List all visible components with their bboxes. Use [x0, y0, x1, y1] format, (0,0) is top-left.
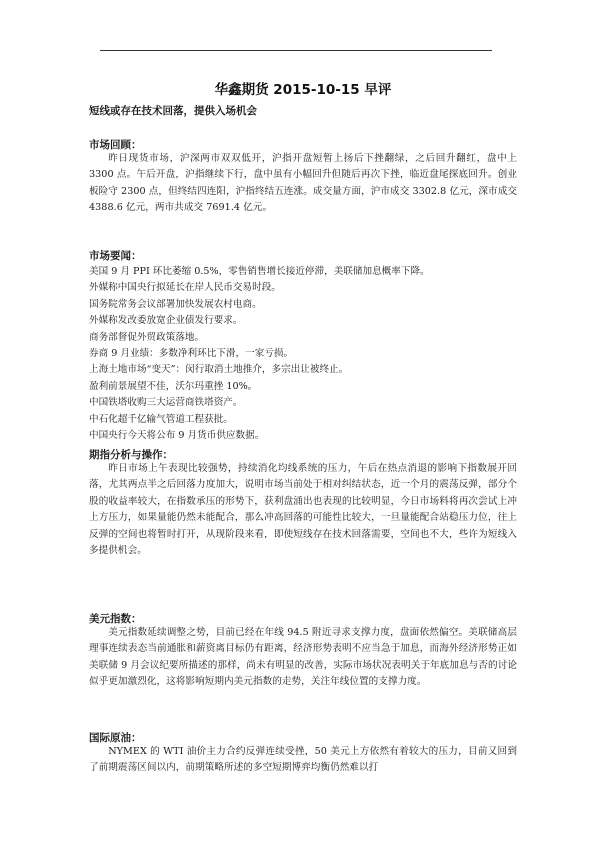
index-futures-text: 昨日市场上午表现比较强势，持续消化均线系统的压力，午后在热点消退的影响下指数展开回落，尤其两点半之后回落力度加大，说明市场当前处于相对纠结状态，近一个月的震荡反弹，部分个股的收益率较大，在指数承压的形势下，获利盘涌出也表现的比较明显，今日市场料将再次尝试上冲上方压力，如果量能仍然未能配合，那么冲高回落的可能性比较大，一旦量能配合站稳压力位，往上反弹的空间也将暂时打开，从现阶段来看，即使短线存在技术回落需要，空间也不大，些许为短线入多提供机会。 — [89, 463, 517, 557]
page-subtitle: 短线或存在技术回落，提供入场机会 — [89, 105, 257, 117]
list-item: 中石化超千亿输气管道工程获批。 — [89, 413, 233, 425]
list-item: 外媒称发改委放宽企业债发行要求。 — [89, 315, 243, 327]
usd-index-text: 美元指数延续调整之势，目前已经在年线 94.5 附近寻求支撑力度，盘面依然偏空。美联储高层理事连续表态当前通胀和薪资离目标仍有距离，经济形势表明不应当急于加息，而海外经济形势正如美联储 9 月会议纪要所描述的那样，尚未有明显的改善，实际市场状况表明关于年底加息与否的讨论似乎更加激烈化，这将影响短期内美元指数的走势，关注年线位置的支撑力度。 — [89, 627, 517, 688]
list-item: 外媒称中国央行拟延长在岸人民币交易时段。 — [89, 282, 281, 294]
heading-crude-oil: 国际原油： — [89, 732, 142, 744]
heading-index-futures: 期指分析与操作： — [89, 449, 173, 461]
list-item: 券商 9 月业绩：多数净利环比下滑，一家亏损。 — [89, 348, 294, 360]
crude-oil-text: NYMEX 的 WTI 油价主力合约反弹连续受挫，50 美元上方依然有着较大的压力，目前又回到了前期震荡区间以内，前期策略所述的多空短期博弈均衡仍然难以打 — [89, 746, 517, 774]
list-item: 美国 9 月 PPI 环比萎缩 0.5%，零售销售增长接近停滞，美联储加息概率下降。 — [89, 266, 430, 277]
list-item: 商务部督促外贸政策落地。 — [89, 331, 205, 343]
market-news-list — [89, 264, 430, 444]
market-review-text: 昨日现货市场，沪深两市双双低开，沪指开盘短暂上扬后下挫翻绿，之后回升翻红，盘中上 3300 点。午后开盘，沪指继续下行，盘中虽有小幅回升但随后再次下挫，临近盘尾探底回升。创业板险守 2300 点，但终结四连阳，沪指终结五连涨。成交量方面，沪市成交 3302.8 亿元，深市成交 4388.6 亿元，两市共成交 7691.4 亿元。 — [89, 153, 517, 214]
heading-market-review: 市场回顾： — [89, 139, 142, 151]
page-title: 华鑫期货 2015-10-15 早评 — [214, 82, 392, 98]
heading-market-news: 市场要闻： — [89, 250, 142, 262]
list-item: 中国铁塔收购三大运营商铁塔资产。 — [89, 397, 243, 409]
header-rule — [100, 50, 492, 51]
list-item: 上海土地市场“变天”：闵行取消土地推介，多宗出让被终止。 — [89, 364, 349, 376]
list-item: 国务院常务会议部署加快发展农村电商。 — [89, 298, 262, 310]
list-item: 盈利前景展望不佳，沃尔玛重挫 10%。 — [89, 380, 258, 392]
list-item: 中国央行今天将公布 9 月货币供应数据。 — [89, 430, 265, 442]
heading-usd-index: 美元指数： — [89, 613, 142, 625]
